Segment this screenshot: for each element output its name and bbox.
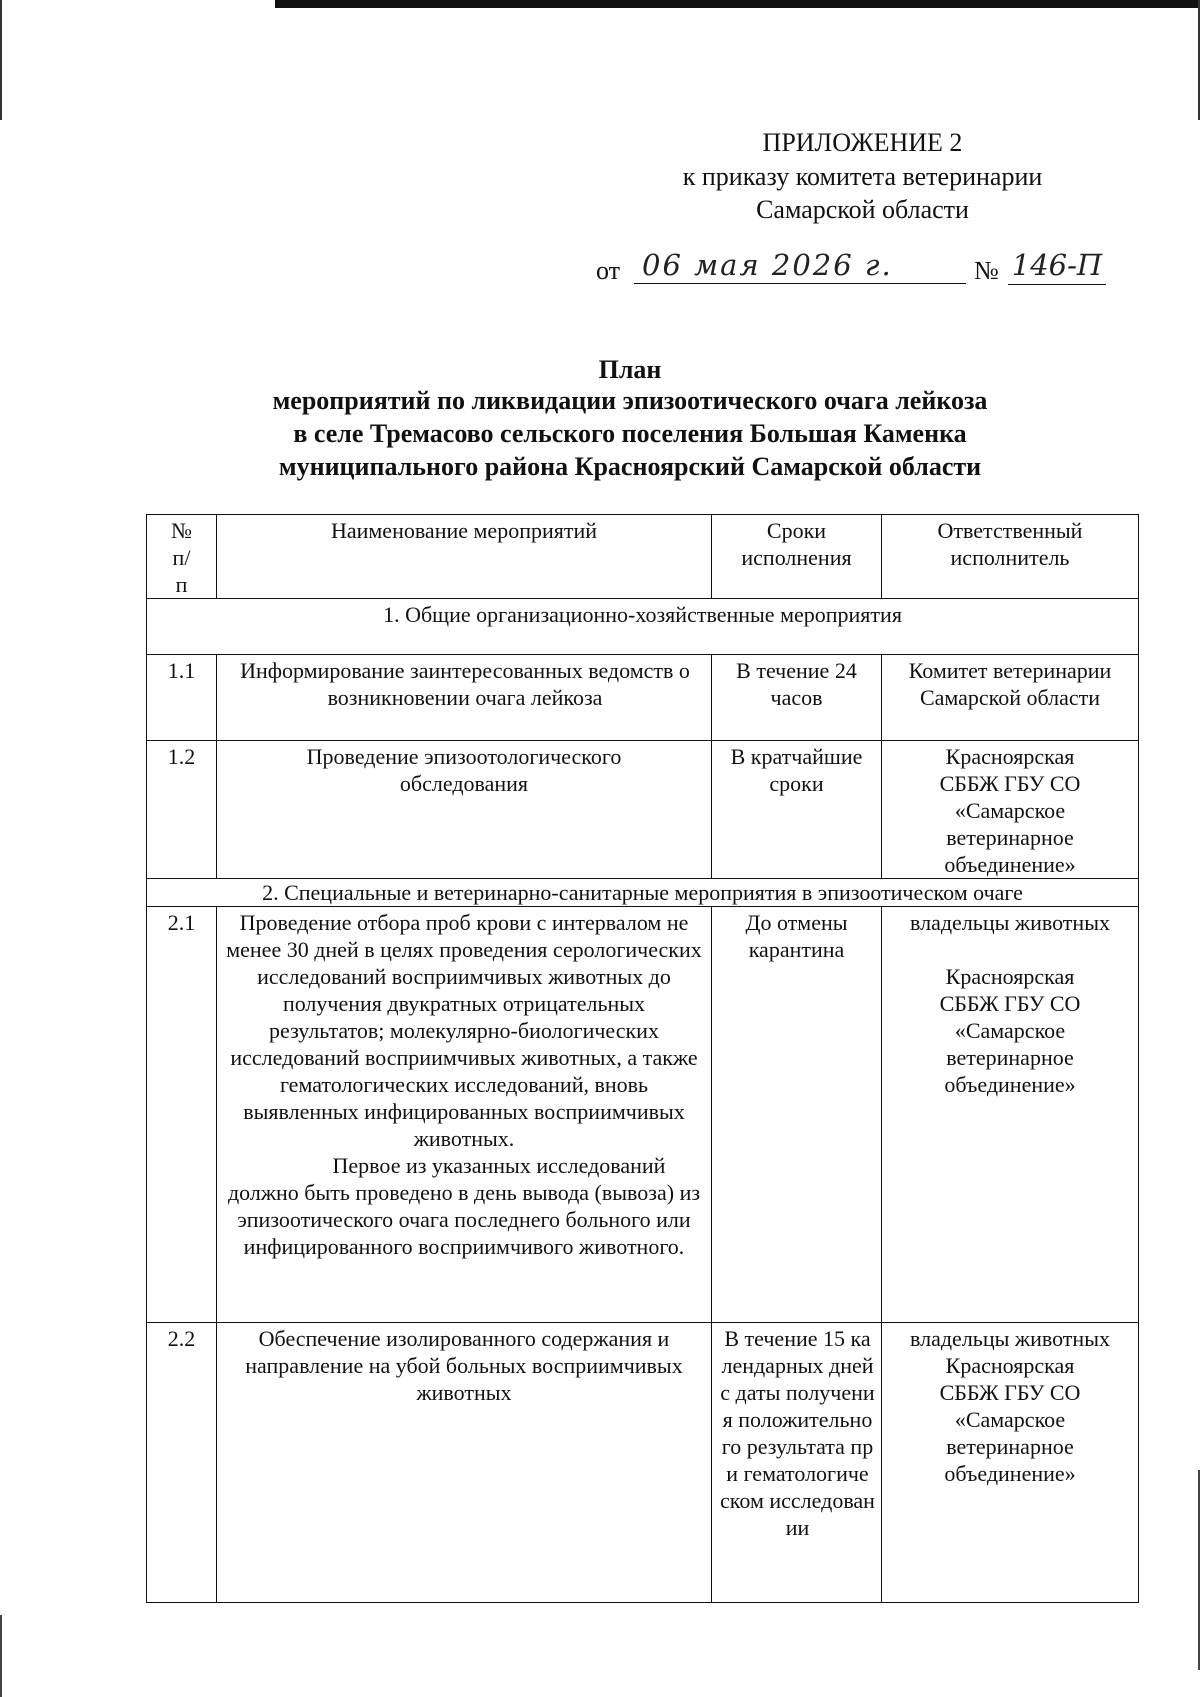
plan-title: План	[598, 355, 662, 384]
table-row	[147, 907, 1139, 1323]
row-responsible: Красноярская СББЖ ГБУ СО «Самарское ветеринарное объединение»	[882, 741, 1139, 879]
row-num: 1.2	[147, 741, 217, 879]
row-num: 2.2	[147, 1323, 217, 1603]
table-row	[147, 655, 1139, 741]
table-row	[147, 741, 1139, 879]
order-date-handwritten: 06 мая 2026 г.	[634, 248, 966, 284]
row-name	[217, 907, 712, 1323]
row-name: Информирование заинтересованных ведомств о возникновении очага лейкоза	[217, 655, 712, 741]
order-date-row	[596, 248, 1116, 292]
scan-edge-left	[0, 0, 2, 120]
row-num: 2.1	[147, 907, 217, 1323]
row-deadline: В течение 24 часов	[712, 655, 882, 741]
row-deadline: В кратчайшие сроки	[712, 741, 882, 879]
order-number-handwritten: 146-П	[1008, 248, 1106, 285]
section-row	[147, 599, 1139, 655]
scan-edge-top	[275, 0, 1200, 8]
row-responsible: Комитет ветеринарии Самарской области	[882, 655, 1139, 741]
measures-table	[146, 514, 1139, 1603]
plan-subtitle-1: мероприятий по ликвидации эпизоотического очага лейкоза	[272, 386, 988, 415]
row-name: Обеспечение изолированного содержания и направление на убой больных восприимчивых животных	[217, 1323, 712, 1603]
row-deadline: До отмены карантина	[712, 907, 882, 1323]
responsible-owners: владельцы животных	[910, 1326, 1110, 1351]
responsible-vet-station: Красноярская СББЖ ГБУ СО «Самарское ветеринарное объединение»	[939, 964, 1081, 1097]
section-title-1: 1. Общие организационно-хозяйственные мероприятия	[147, 599, 1139, 655]
annex-order-ref: к приказу комитета ветеринарии	[682, 162, 1043, 191]
row-name: Проведение эпизоотологического обследования	[217, 741, 712, 879]
section-row	[147, 879, 1139, 907]
row-name-paragraph-2: Первое из указанных исследований должно быть проведено в день вывода (вывоза) из эпизоотического очага последнего больного или инфицированного восприимчивого животного.	[227, 1153, 701, 1259]
date-prefix: от	[596, 256, 621, 285]
plan-subtitle-3: муниципального района Красноярский Самарской области	[278, 452, 982, 481]
number-prefix: №	[974, 256, 999, 285]
scan-edge-left-bottom	[0, 1615, 2, 1697]
header-name: Наименование мероприятий	[217, 515, 712, 599]
row-responsible	[882, 1323, 1139, 1603]
row-deadline: В течение 15 календарных дней с даты получения положительно го результата при гематологиче ском исследовании	[712, 1323, 882, 1603]
section-title-2: 2. Специальные и ветеринарно-санитарные мероприятия в эпизоотическом очаге	[147, 879, 1139, 907]
responsible-owners: владельцы животных	[910, 910, 1110, 935]
responsible-vet-station: Красноярская СББЖ ГБУ СО «Самарское ветеринарное объединение»	[939, 1353, 1081, 1486]
row-name-paragraph-1: Проведение отбора проб крови с интервалом не менее 30 дней в целях проведения серологических исследований восприимчивых животных до получения двукратных отрицательных результатов; молекулярно-биологических исследований восприимчивых животных, а также гематологических исследований, вновь выявленных инфицированных восприимчивых животных.	[226, 910, 702, 1151]
annex-region: Самарской области	[756, 195, 969, 224]
row-responsible	[882, 907, 1139, 1323]
row-num: 1.1	[147, 655, 217, 741]
header-num: № п/п	[147, 515, 217, 599]
header-responsible: Ответственный исполнитель	[882, 515, 1139, 599]
table-row	[147, 1323, 1139, 1603]
header-deadline: Сроки исполнения	[712, 515, 882, 599]
annex-title: ПРИЛОЖЕНИЕ 2	[762, 128, 963, 157]
table-header-row	[147, 515, 1139, 599]
plan-subtitle-2: в селе Тремасово сельского поселения Большая Каменка	[293, 419, 967, 448]
